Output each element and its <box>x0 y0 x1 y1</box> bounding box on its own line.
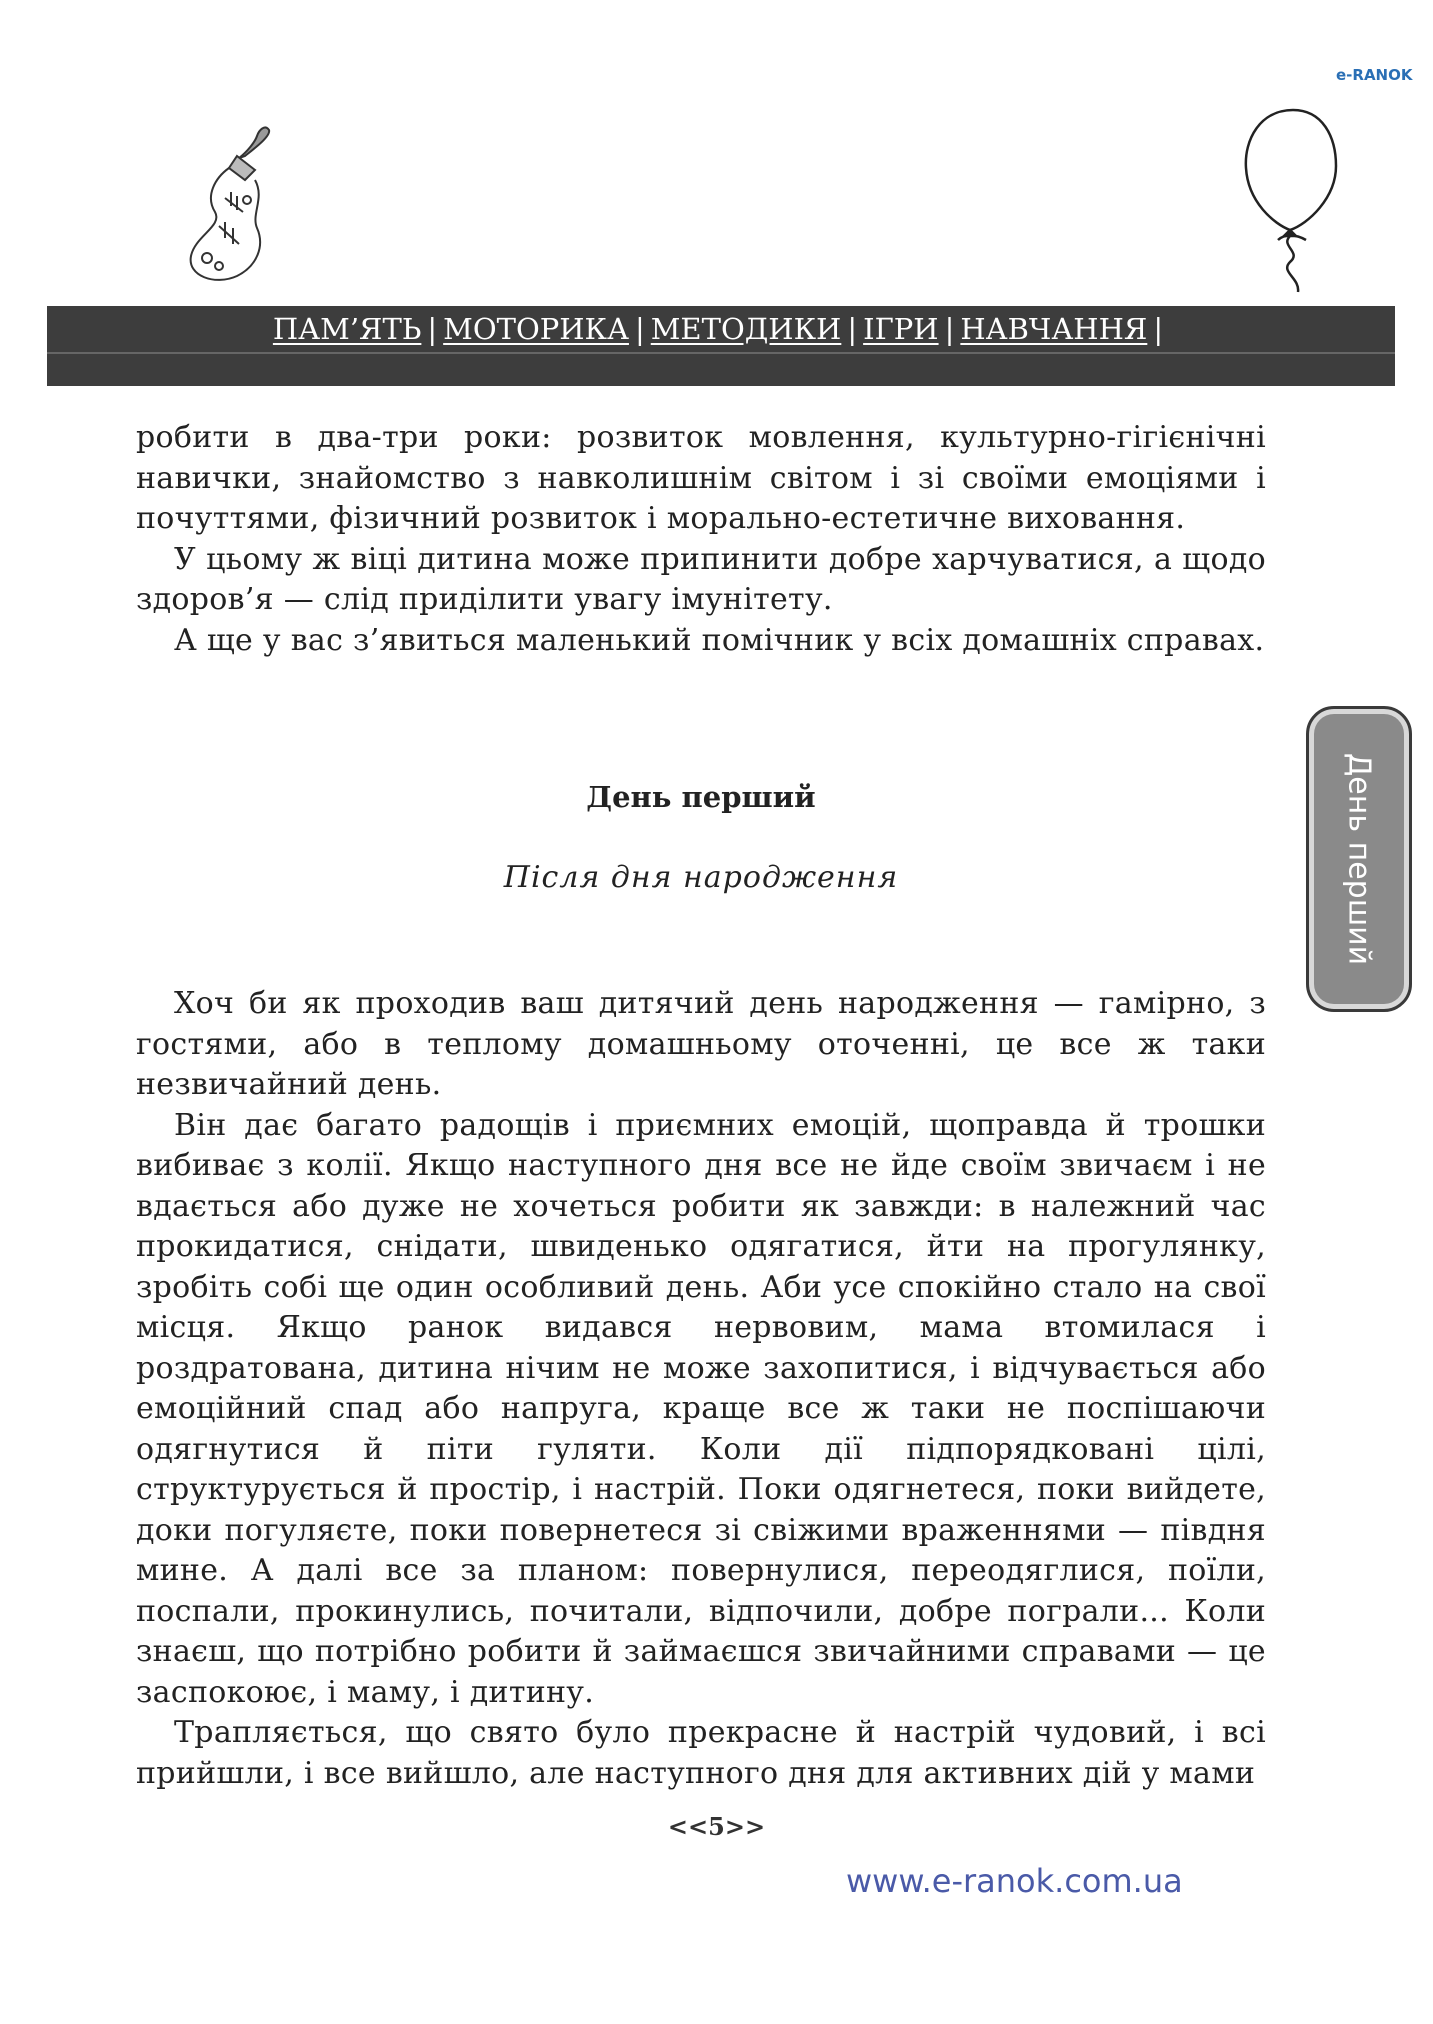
logo-text: e-RANOK <box>1336 66 1413 84</box>
body-text <box>136 984 1266 1794</box>
nav-separator: | <box>847 312 858 346</box>
paragraph: Трапляється, що свято було прекрасне й настрій чудовий, і всі прийшли, і все вийшло, але наступного дня для активних дій у мами <box>136 1715 1266 1791</box>
nav-link-games[interactable]: ІГРИ <box>863 312 939 346</box>
chapter-side-tab[interactable] <box>1306 706 1412 1012</box>
side-tab-label: День перший <box>1341 752 1377 966</box>
paragraph: Хоч би як проходив ваш дитячий день народження — гамірно, з гостями, або в теплому домашньому оточенні, це все ж таки незвичайний день. <box>136 986 1266 1102</box>
paragraph: А ще у вас з’явиться маленький помічник у всіх домашніх справах. <box>174 622 1265 658</box>
balloon-illustration <box>1240 106 1346 296</box>
category-nav-bar <box>47 306 1395 386</box>
nav-link-motor-skills[interactable]: МОТОРИКА <box>443 312 629 346</box>
nav-link-methods[interactable]: МЕТОДИКИ <box>650 312 842 346</box>
section-subtitle: Після дня народження <box>503 860 899 895</box>
paragraph: Він дає багато радощів і приємних емоцій, щоправда й трошки вибиває з колії. Якщо наступного дня все не йде своїм звичаєм і не вдається або дуже не хочеться робити як завжди: в належний час прокидатися, снідати, швиденько одягатися, йти на прогулянку, зробіть собі ще один особливий день. Аби усе спокійно стало на свої місця. Якщо ранок видався нервовим, мама втомилася і роздратована, дитина нічим не може захопитися, і відчувається або емоційний спад або напруга, краще все ж таки не поспішаючи одягнутися й піти гуляти. Коли дії підпорядковані цілі, структурується й простір, і настрій. Поки одягнетеся, поки вийдете, доки погуляєте, поки повернетеся зі свіжими враженнями — півдня мине. А далі все за планом: повернулися, переодяглися, поїли, поспали, прокинулись, почитали, відпочили, добре пограли... Коли знаєш, що потрібно робити й займаєшся звичайними справами — це заспокоює, і маму, і дитину. <box>136 1107 1266 1710</box>
nav-separator: | <box>1153 312 1164 346</box>
nav-link-memory[interactable]: ПАМ’ЯТЬ <box>272 312 422 346</box>
intro-text <box>136 418 1266 661</box>
section-title: День перший <box>586 780 816 814</box>
website-url[interactable]: www.e-ranok.com.ua <box>846 1862 1183 1900</box>
paragraph: У цьому ж віці дитина може припинити добре харчуватися, а щодо здоров’я — слід приділити увагу імунітету. <box>136 541 1266 617</box>
nav-bar-divider <box>47 352 1395 354</box>
nav-separator: | <box>944 312 955 346</box>
nav-link-learning[interactable]: НАВЧАННЯ <box>960 312 1148 346</box>
nav-separator: | <box>634 312 645 346</box>
nav-separator: | <box>427 312 438 346</box>
baby-bottle-illustration <box>185 126 295 286</box>
page-number: <<5>> <box>667 1812 766 1841</box>
publisher-logo <box>1336 66 1413 84</box>
paragraph: робити в два-три роки: розвиток мовлення, культурно-гігієнічні навички, знайомство з навколишнім світом і зі своїми емоціями і почуттями, фізичний розвиток і морально-естетичне виховання. <box>136 420 1266 536</box>
category-nav <box>47 312 1395 346</box>
